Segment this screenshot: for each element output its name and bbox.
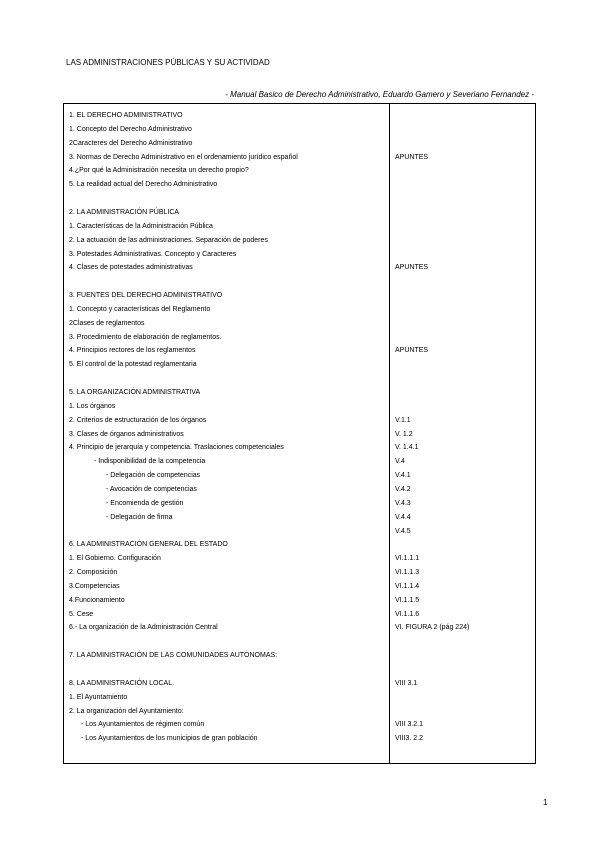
- table-row: [64, 677, 535, 690]
- table-row: [64, 275, 535, 288]
- table-row: [64, 635, 535, 648]
- topic-text: 2Caracteres del Derecho Administrativo: [69, 139, 193, 147]
- topic-text: 5. La realidad actual del Derecho Administrativo: [69, 181, 218, 189]
- reference-text: APUNTES: [395, 347, 429, 355]
- page-number: 1: [543, 798, 548, 807]
- table-row: [64, 344, 535, 357]
- table-row: [64, 705, 535, 718]
- table-row: [64, 441, 535, 454]
- topic-text: 1. Concepto y características del Reglamento: [69, 305, 211, 313]
- table-row: [64, 525, 535, 538]
- topic-text: - Indisponibilidad de la competencia: [94, 458, 206, 466]
- topic-text: 7. LA ADMINISTRACIÓN DE LAS COMUNIDADES AUTÓNOMAS:: [69, 652, 278, 660]
- reference-text: V.4.2: [395, 485, 411, 493]
- table-row: [64, 511, 535, 524]
- topic-text: 2. La actuación de las administraciones. Separación de poderes: [69, 236, 268, 244]
- table-row: [64, 594, 535, 607]
- topic-text: 3. FUENTES DEL DERECHO ADMINISTRATIVO: [69, 292, 223, 300]
- topic-text: 2. Composición: [69, 569, 118, 577]
- reference-text: V.4.3: [395, 499, 411, 507]
- topic-text: 8. LA ADMINISTRACIÓN LOCAL.: [69, 679, 175, 687]
- topic-text: 2. La organización del Ayuntamiento:: [69, 707, 184, 715]
- topic-text: 4.Funcionamiento: [69, 596, 125, 604]
- table-row: [64, 538, 535, 551]
- topic-text: 2. Criterios de estructuración de los órganos: [69, 416, 207, 424]
- reference-text: V. 1.4.1: [395, 444, 419, 452]
- table-row: [64, 649, 535, 662]
- table-row: [64, 691, 535, 704]
- reference-text: V.4.5: [395, 527, 411, 535]
- reference-text: V.4.4: [395, 513, 411, 521]
- table-row: [64, 414, 535, 427]
- topic-text: 6. LA ADMINISTRACIÓN GENERAL DEL ESTADO: [69, 541, 228, 549]
- table-row: [64, 151, 535, 164]
- table-row: [64, 303, 535, 316]
- table-row: [64, 732, 535, 745]
- topic-text: 1. Concepto del Derecho Administrativo: [69, 125, 192, 133]
- table-row: [64, 400, 535, 413]
- table-row: [64, 164, 535, 177]
- topic-text: 3. Clases de órganos administrativos: [69, 430, 184, 438]
- table-row: [64, 220, 535, 233]
- table-row: [64, 372, 535, 385]
- topic-text: 1. Los órganos: [69, 402, 116, 410]
- topic-text: 4. Clases de potestades administrativas: [69, 264, 193, 272]
- topic-text: 2Clases de reglamentos: [69, 319, 145, 327]
- topic-text: 3. Procedimiento de elaboración de reglamentos.: [69, 333, 222, 341]
- reference-text: VI. FIGURA 2 (pág 224): [395, 624, 470, 632]
- table-row: [64, 234, 535, 247]
- table-row: [64, 178, 535, 191]
- reference-text: VIII 3.1: [395, 679, 418, 687]
- topic-text: 3.Competencias: [69, 582, 120, 590]
- table-row: [64, 206, 535, 219]
- table-row: [64, 289, 535, 302]
- topic-text: 4.¿Por qué la Administración necesita un derecho propio?: [69, 167, 249, 175]
- reference-text: APUNTES: [395, 264, 429, 272]
- table-row: [64, 718, 535, 731]
- reference-text: APUNTES: [395, 153, 429, 161]
- table-row: [64, 566, 535, 579]
- reference-text: VIII3. 2.2: [395, 735, 424, 743]
- contents-table: [63, 103, 536, 764]
- reference-text: VI.1.1.5: [395, 596, 420, 604]
- table-row: [64, 331, 535, 344]
- table-row: [64, 109, 535, 122]
- table-row: [64, 663, 535, 676]
- table-row: [64, 483, 535, 496]
- topic-text: 1. El Gobierno. Configuración: [69, 555, 161, 563]
- table-row: [64, 261, 535, 274]
- topic-text: 5. LA ORGANIZACIÓN ADMINISTRATIVA: [69, 389, 201, 396]
- topic-text: - Avocación de competencias: [106, 485, 197, 493]
- topic-text: - Delegación de competencias: [106, 472, 201, 480]
- reference-text: V.1.1: [395, 416, 411, 424]
- table-row: [64, 621, 535, 634]
- topic-text: 4. Principio de jerarquía y competencia. Traslaciones competenciales: [69, 444, 284, 452]
- reference-text: VI.1.1.3: [395, 569, 420, 577]
- table-row: [64, 386, 535, 399]
- topic-text: 5. El control de la potestad reglamentaria: [69, 361, 197, 369]
- table-row: [64, 469, 535, 482]
- reference-text: VI.1.1.4: [395, 582, 420, 590]
- reference-text: V.4: [395, 458, 405, 466]
- topic-text: 2. LA ADMINISTRACIÓN PÚBLICA: [69, 208, 180, 216]
- topic-text: 3. Normas de Derecho Administrativo en el ordenamiento jurídico español: [69, 153, 298, 161]
- table-row: [64, 192, 535, 205]
- document-source: - Manual Basico de Derecho Administrativo, Eduardo Gamero y Severiano Fernandez -: [225, 90, 534, 99]
- table-row: [64, 123, 535, 136]
- table-row: [64, 137, 535, 150]
- topic-text: 1. Características de la Administración Pública: [69, 222, 213, 230]
- reference-text: VI.1.1.1: [395, 555, 420, 563]
- table-row: [64, 428, 535, 441]
- reference-text: VIII 3.2.1: [395, 721, 424, 729]
- reference-text: V. 1.2: [395, 430, 413, 438]
- table-row: [64, 497, 535, 510]
- table-row: [64, 317, 535, 330]
- table-row: [64, 455, 535, 468]
- topic-text: 6.- La organización de la Administración Central: [69, 624, 218, 632]
- table-row: [64, 580, 535, 593]
- topic-text: - Los Ayuntamientos de régimen común: [81, 721, 205, 729]
- table-row: [64, 248, 535, 261]
- table-row: [64, 608, 535, 621]
- topic-text: - Delegación de firma: [106, 513, 173, 521]
- topic-text: - Encomienda de gestión: [106, 499, 184, 507]
- topic-text: 1. EL DERECHO ADMINISTRATIVO: [69, 112, 183, 119]
- topic-text: 4. Principios rectores de los reglamentos: [69, 347, 196, 355]
- table-row: [64, 552, 535, 565]
- reference-text: VI.1.1.6: [395, 610, 420, 618]
- topic-text: 3. Potestades Administrativas. Concepto y Caracteres: [69, 250, 237, 258]
- topic-text: - Los Ayuntamientos de los municipios de gran población: [81, 735, 258, 743]
- document-title: LAS ADMINISTRACIONES PÚBLICAS Y SU ACTIVIDAD: [66, 58, 270, 67]
- reference-text: V.4.1: [395, 472, 411, 480]
- topic-text: 5. Cese: [69, 610, 94, 618]
- topic-text: 1. El Ayuntamiento: [69, 693, 128, 701]
- table-row: [64, 358, 535, 371]
